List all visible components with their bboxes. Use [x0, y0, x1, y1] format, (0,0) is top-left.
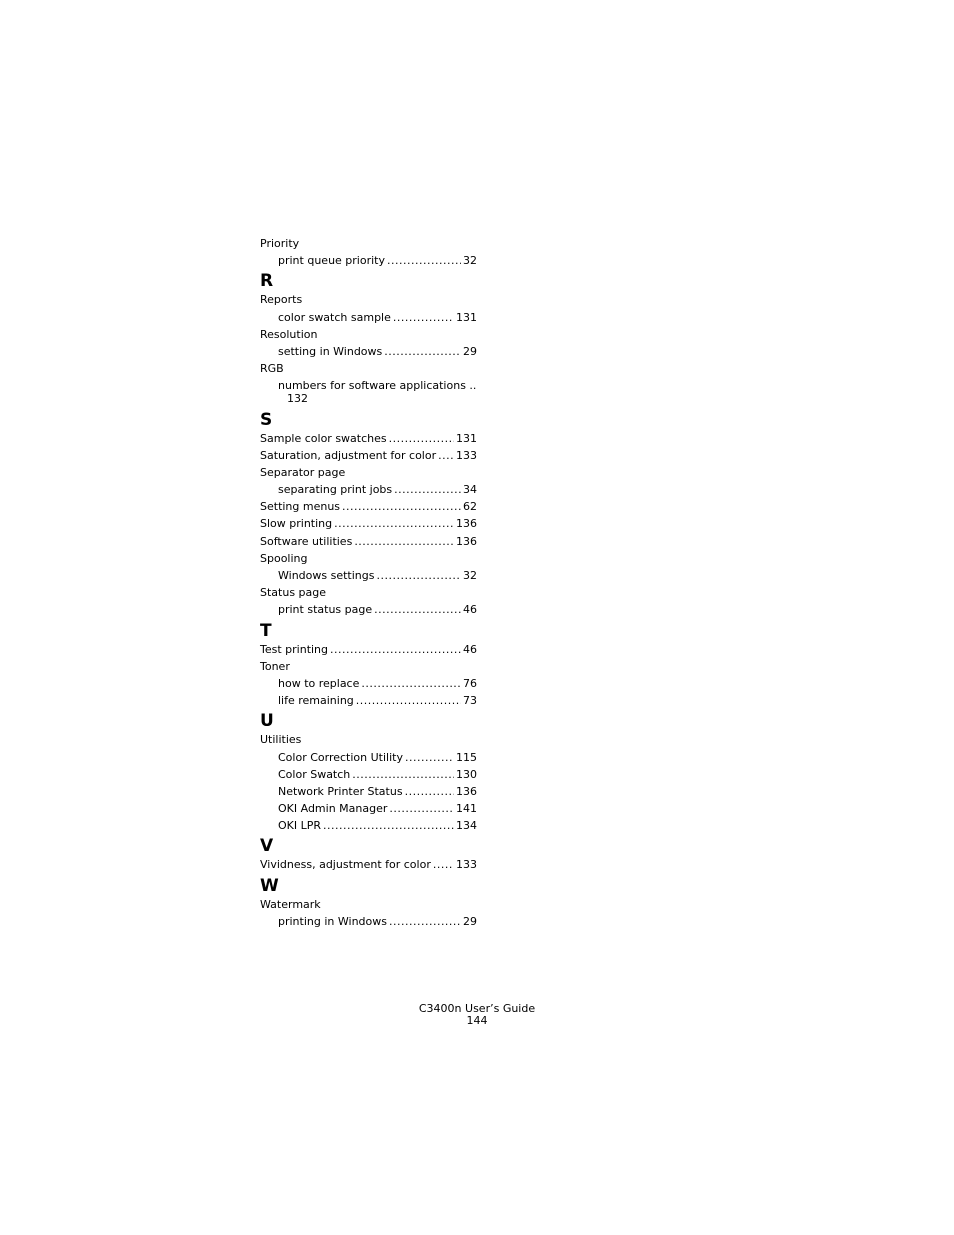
index-page-number: 32: [463, 569, 477, 582]
index-subentry: [260, 603, 477, 616]
index-term: life remaining: [278, 694, 354, 708]
index-entry: [260, 432, 477, 445]
index-term: Vividness, adjustment for color: [260, 858, 431, 872]
index-term: color swatch sample: [278, 310, 391, 324]
index-term: Priority: [260, 237, 300, 250]
index-term: numbers for software applications ..: [278, 379, 477, 393]
index-subentry: [260, 802, 477, 815]
index-term: Color Correction Utility: [278, 750, 403, 764]
index-term: Utilities: [260, 733, 302, 747]
index-term: Windows settings: [278, 569, 375, 582]
index-entry: [260, 449, 477, 462]
index-term: print queue priority: [278, 254, 385, 268]
index-page-number: 115: [456, 750, 477, 764]
index-page-number: 141: [456, 802, 477, 816]
index-subentry: [260, 819, 477, 832]
index-term: printing in Windows: [278, 914, 387, 928]
index-term: OKI Admin Manager: [278, 802, 388, 816]
dot-leader: [405, 751, 454, 764]
index-page-number: 76: [463, 676, 477, 690]
index-term: Test printing: [260, 642, 329, 656]
index-entry: [260, 500, 477, 513]
index-term: Watermark: [260, 897, 321, 911]
index-page-number: 131: [456, 310, 477, 324]
index-entry: [260, 362, 477, 375]
index-letter-heading: T: [260, 620, 272, 641]
index-term: Sample color swatches: [260, 431, 387, 445]
dot-leader: [330, 643, 461, 656]
dot-leader: [405, 785, 454, 798]
index-term: OKI LPR: [278, 819, 322, 833]
index-page-number: 29: [463, 344, 477, 358]
footer-page-number: 144: [466, 1014, 488, 1027]
index-entry: [260, 898, 477, 911]
dot-leader: [389, 432, 454, 445]
index-page-number: 133: [456, 858, 477, 872]
dot-leader: [323, 819, 454, 832]
index-entry: [260, 586, 477, 599]
index-subentry: [260, 483, 477, 496]
dot-leader: [352, 768, 454, 781]
index-page-number: 29: [463, 914, 477, 928]
dot-leader: [356, 694, 461, 707]
dot-leader: [334, 517, 454, 530]
index-entry: [260, 237, 477, 250]
dot-leader: [393, 311, 454, 324]
dot-leader: [394, 483, 461, 496]
index-subentry: [260, 751, 477, 764]
dot-leader: [342, 500, 461, 513]
index-entry: [260, 328, 477, 341]
index-term: RGB: [260, 362, 284, 376]
dot-leader: [387, 254, 461, 267]
index-term: print status page: [278, 603, 373, 617]
index-term: Setting menus: [260, 500, 341, 514]
dot-leader: [438, 449, 454, 462]
index-subentry: [260, 694, 477, 707]
index-term: Status page: [260, 586, 327, 600]
index-page-number: 136: [456, 534, 477, 548]
index-entry: [260, 643, 477, 656]
index-term: Software utilities: [260, 534, 353, 548]
index-subentry: [260, 379, 477, 405]
index-page-number: 132: [287, 392, 308, 406]
dot-leader: [384, 345, 461, 358]
index-letter-heading: S: [260, 409, 273, 430]
index-page-number: 136: [456, 517, 477, 531]
index-page-number: 134: [456, 819, 477, 833]
index-page-number: 34: [463, 483, 477, 497]
index-page-number: 136: [456, 784, 477, 798]
index-term: setting in Windows: [278, 344, 383, 358]
footer-guide-title: C3400n User’s Guide: [418, 1002, 536, 1015]
index-letter-heading: U: [260, 711, 274, 732]
index-subentry: [260, 345, 477, 358]
index-term: Toner: [260, 659, 290, 673]
index-page-number: 46: [463, 603, 477, 617]
dot-leader: [374, 603, 461, 616]
index-term: Network Printer Status: [278, 784, 403, 798]
index-subentry: [260, 785, 477, 798]
index-page-number: 62: [463, 500, 477, 514]
index-page-number: 130: [456, 767, 477, 781]
index-subentry: [260, 677, 477, 690]
index-term: Saturation, adjustment for color: [260, 448, 437, 462]
index-term: Resolution: [260, 327, 318, 341]
index-entry: [260, 466, 477, 479]
index-subentry: [260, 915, 477, 928]
dot-leader: [361, 677, 461, 690]
index-term: how to replace: [278, 676, 360, 690]
index-entry: [260, 858, 477, 871]
index-term: separating print jobs: [278, 483, 393, 497]
index-page-number: 73: [463, 694, 477, 708]
index-page-number: 46: [463, 642, 477, 656]
index-subentry: [260, 311, 477, 324]
index-term: Separator page: [260, 465, 346, 479]
index-letter-heading: R: [260, 271, 274, 292]
index-term: Color Swatch: [278, 767, 351, 781]
dot-leader: [354, 535, 454, 548]
index-subentry: [260, 569, 477, 582]
index-page-number: 131: [456, 431, 477, 445]
dot-leader: [376, 569, 461, 582]
index-entry: [260, 535, 477, 548]
index-page-number: 133: [456, 448, 477, 462]
index-page-number: 32: [463, 254, 477, 268]
index-subentry: [260, 254, 477, 267]
index-letter-heading: W: [260, 875, 279, 896]
index-subentry: [260, 768, 477, 781]
page-footer: [377, 1003, 577, 1027]
index-letter-heading: V: [260, 836, 274, 857]
dot-leader: [389, 802, 454, 815]
index-column: [260, 237, 477, 932]
index-entry: [260, 517, 477, 530]
index-entry: [260, 660, 477, 673]
dot-leader: [433, 858, 454, 871]
index-term: Slow printing: [260, 517, 333, 531]
dot-leader: [389, 915, 461, 928]
index-term: Reports: [260, 293, 303, 307]
index-term: Spooling: [260, 551, 308, 565]
index-entry: [260, 552, 477, 565]
index-entry: [260, 293, 477, 306]
index-entry: [260, 733, 477, 746]
